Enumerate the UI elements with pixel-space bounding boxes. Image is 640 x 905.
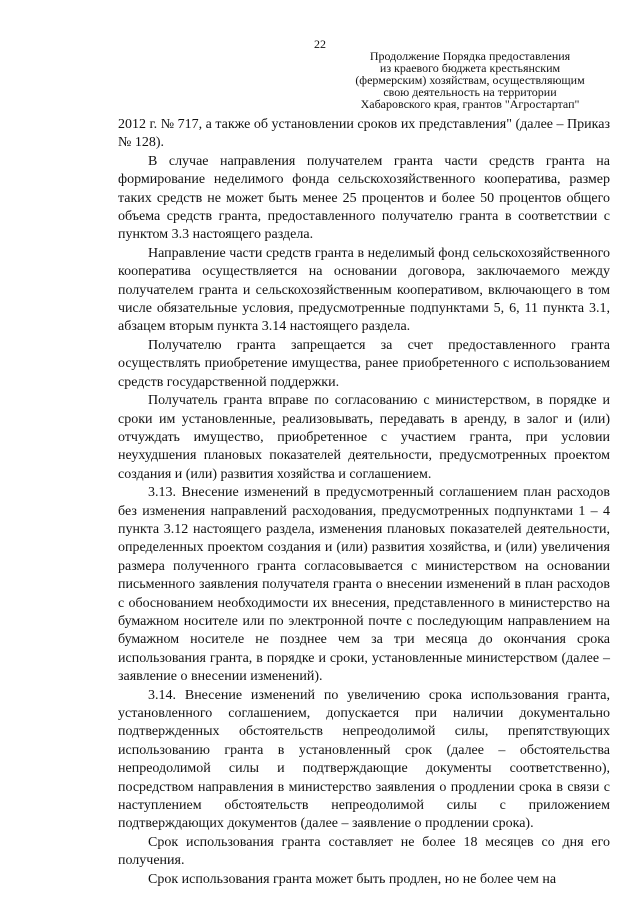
running-header	[340, 50, 600, 110]
paragraph: Срок использования гранта может быть продлен, но не более чем на	[148, 871, 557, 887]
paragraph: Направление части средств гранта в неделимый фонд сельскохозяйственного кооператива осуществляется на основании договора, заключаемого между получателем гранта и сельскохозяйственным кооперативом, включающего в том числе обязательные условия, предусмотренные подпунктами 5, 6, 11 пункта 3.1, абзацем вторым пункта 3.14 настоящего раздела.	[118, 245, 610, 335]
running-header-line: свою деятельность на территории	[383, 85, 557, 99]
paragraph: Получателю гранта запрещается за счет предоставленного гранта осуществлять приобретение имущества, ранее приобретенного с использованием средств государственной поддержки.	[118, 337, 610, 390]
running-header-line: Хабаровского края, грантов "Агростартап"	[360, 97, 580, 111]
paragraph: 3.14. Внесение изменений по увеличению срока использования гранта, установленного соглашением, допускается при наличии документально подтвержденных обстоятельств непреодолимой силы, препятствующих использованию гранта в установленный срок (далее – обстоятельства непреодолимой силы и подтверждающие документы соответственно), посредством направления в министерство заявления о продлении срока в связи с наступлением обстоятельств непреодолимой силы с приложением подтверждающих документов (далее – заявление о продлении срока).	[118, 687, 610, 832]
running-header-line: Продолжение Порядка предоставления	[369, 49, 571, 63]
paragraph: 2012 г. № 717, а также об установлении сроков их представления" (далее – Приказ № 128).	[118, 117, 610, 151]
paragraph: В случае направления получателем гранта части средств гранта на формирование неделимого фонда сельскохозяйственного кооператива, размер таких средств не может быть менее 25 процентов и более 50 процентов общего объема средств гранта, предоставленного получателю гранта в соответствии с пунктом 3.3 настоящего раздела.	[118, 153, 610, 243]
running-header-line: (фермерским) хозяйствам, осуществляющим	[355, 73, 585, 87]
running-header-line: из краевого бюджета крестьянским	[379, 61, 561, 75]
document-body	[118, 116, 610, 889]
page-number: 22	[314, 37, 326, 51]
paragraph: Получатель гранта вправе по согласованию с министерством, в порядке и сроки им установленные, реализовывать, передавать в аренду, в залог и (или) отчуждать имущество, приобретенное с участием гранта, при условии неухудшения плановых показателей деятельности, предусмотренных проектом создания и (или) развития хозяйства и соглашением.	[118, 393, 610, 482]
paragraph: Срок использования гранта составляет не более 18 месяцев со дня его получения.	[118, 834, 610, 869]
paragraph: 3.13. Внесение изменений в предусмотренный соглашением план расходов без изменения направлений расходования, предусмотренных подпунктами 1 – 4 пункта 3.12 настоящего раздела, изменения плановых показателей деятельности, определенных проектом создания и (или) развития хозяйства, и (или) увеличения размера полученного гранта согласовывается с министерством на основании письменного заявления получателя гранта о внесении изменений в план расходов с обоснованием необходимости их внесения, представленного в министерство на бумажном носителе или по электронной почте с последующим направлением на бумажном носителе не позднее чем за три месяца до окончания срока использования гранта, в порядке и сроки, установленные министерством (далее – заявление о внесении изменений).	[118, 485, 610, 685]
